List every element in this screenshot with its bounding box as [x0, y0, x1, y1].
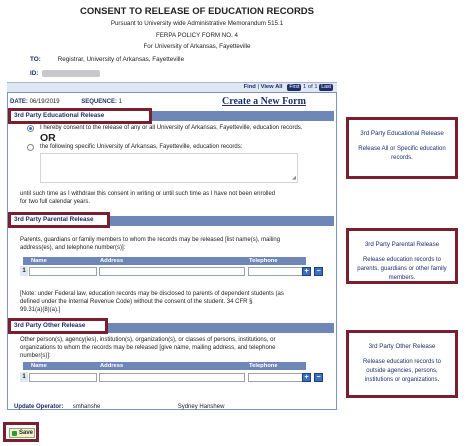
parental-add-row-button[interactable]: + — [302, 267, 311, 276]
parental-address-input[interactable] — [99, 267, 245, 276]
parental-col-name: Name — [31, 258, 47, 264]
other-add-row-button[interactable]: + — [302, 373, 311, 382]
parental-desc-line2: address(es), and telephone number(s)]: — [20, 245, 126, 251]
release-all-radio[interactable] — [27, 125, 34, 132]
parental-section-label: 3rd Party Parental Release — [8, 212, 110, 228]
callout-other — [346, 330, 458, 398]
grid-navigation: Find | View All First 1 of 1 Last — [7, 82, 337, 92]
date-label: DATE: — [10, 99, 28, 105]
callout-other-body: Release education records to outside agencies, persons, institutions or organizations. — [362, 359, 442, 383]
other-col-telephone: Telephone — [249, 363, 278, 369]
campus-subtitle: For University of Arkansas, Fayetteville — [143, 43, 251, 50]
other-col-address: Address — [100, 363, 124, 369]
callout-other-title: 3rd Party Other Release — [368, 343, 436, 350]
save-icon — [12, 431, 17, 436]
until-text-line2: for two full calendar years. — [20, 199, 91, 205]
parental-delete-row-button[interactable]: − — [314, 267, 323, 276]
other-row-number: 1 — [20, 372, 28, 382]
parental-note-line3: 99.31(a)(8)(a).] — [20, 307, 61, 313]
find-link[interactable]: Find — [243, 84, 256, 90]
update-operator-label: Update Operator: — [14, 404, 64, 410]
record-position: 1 of 1 — [303, 84, 318, 90]
other-desc-line3: number(s)]: — [20, 353, 51, 359]
parental-col-address: Address — [100, 258, 124, 264]
to-value: Registrar, University of Arkansas, Fayetteville — [57, 56, 185, 63]
other-delete-row-button[interactable]: − — [314, 373, 323, 382]
save-label: Save — [19, 430, 34, 436]
other-section-label: 3rd Party Other Release — [8, 318, 108, 334]
parental-name-input[interactable] — [29, 267, 97, 276]
other-col-name: Name — [31, 363, 47, 369]
specific-records-textarea[interactable] — [40, 153, 298, 183]
parental-col-telephone: Telephone — [249, 258, 278, 264]
to-label: TO: — [30, 56, 41, 63]
to-row — [30, 56, 184, 63]
or-text: OR — [40, 132, 56, 144]
callout-educational — [346, 117, 458, 179]
other-address-input[interactable] — [99, 373, 245, 382]
other-desc-line2: organizations to whom the records may be released [give name, mailing address, and telephone — [20, 345, 276, 351]
release-all-text: I hereby consent to the release of any or all University of Arkansas, Fayetteville, education records. — [40, 125, 303, 131]
parental-table-header — [23, 257, 306, 265]
resize-handle-icon[interactable]: ◢ — [292, 175, 296, 181]
other-telephone-input[interactable] — [248, 373, 306, 382]
parental-note-line1: [Note: under Federal law, education records may be disclosed to parents of dependent students (as — [20, 291, 284, 297]
last-button[interactable]: Last — [321, 84, 331, 90]
parental-desc-line1: Parents, guardians or family members to whom the records may be released [list name(s), mailing — [20, 237, 281, 243]
update-operator-id: smhanshe — [72, 404, 101, 410]
update-operator-name: Sydney Hanshew — [177, 404, 225, 410]
save-button[interactable] — [9, 428, 35, 438]
create-new-form-link[interactable]: Create a New Form — [222, 96, 306, 107]
date-value: 06/19/2019 — [29, 99, 60, 105]
callout-educational-body: Release All or Specific education records. — [358, 146, 446, 161]
memo-subtitle: Pursuant to University wide Administrative Memorandum 515.1 — [110, 20, 284, 27]
callout-parental — [346, 228, 458, 284]
id-label: ID: — [30, 70, 39, 78]
callout-parental-title: 3rd Party Parental Release — [364, 241, 440, 248]
educational-section-label: 3rd Party Educational Release — [8, 108, 152, 124]
record-info-row — [10, 99, 142, 105]
id-redacted-value — [42, 70, 100, 77]
id-row — [30, 70, 100, 77]
view-all-link[interactable]: View All — [260, 84, 283, 90]
sequence-label: SEQUENCE: — [81, 99, 117, 105]
sequence-value: 1 — [118, 99, 122, 105]
release-specific-text: the following specific University of Arkansas, Fayetteville, education records: — [40, 144, 243, 150]
save-highlight — [3, 422, 39, 442]
update-operator-row — [14, 404, 224, 410]
other-name-input[interactable] — [29, 373, 97, 382]
parental-row-number: 1 — [20, 266, 28, 276]
release-specific-radio[interactable] — [27, 144, 34, 151]
other-desc-line1: Other person(s), agency(ies), institution(s), organization(s), or classes of persons, institutions, or — [20, 337, 276, 343]
policy-form-subtitle: FERPA POLICY FORM NO. 4 — [156, 32, 238, 39]
callout-educational-title: 3rd Party Educational Release — [360, 130, 444, 137]
parental-telephone-input[interactable] — [248, 267, 306, 276]
first-button[interactable]: First — [289, 84, 300, 90]
until-text-line1: until such time as I withdraw this consent in writing or until such time as I have not been enrolled — [20, 191, 276, 197]
callout-parental-body: Release education records to parents, guardians or other family members. — [357, 257, 447, 281]
page-title: CONSENT TO RELEASE OF EDUCATION RECORDS — [80, 6, 314, 17]
other-table-header — [23, 362, 306, 370]
parental-note-line2: defined under the Internal Revenue Code) without the consent of the student. 34 CFR § — [20, 299, 253, 305]
